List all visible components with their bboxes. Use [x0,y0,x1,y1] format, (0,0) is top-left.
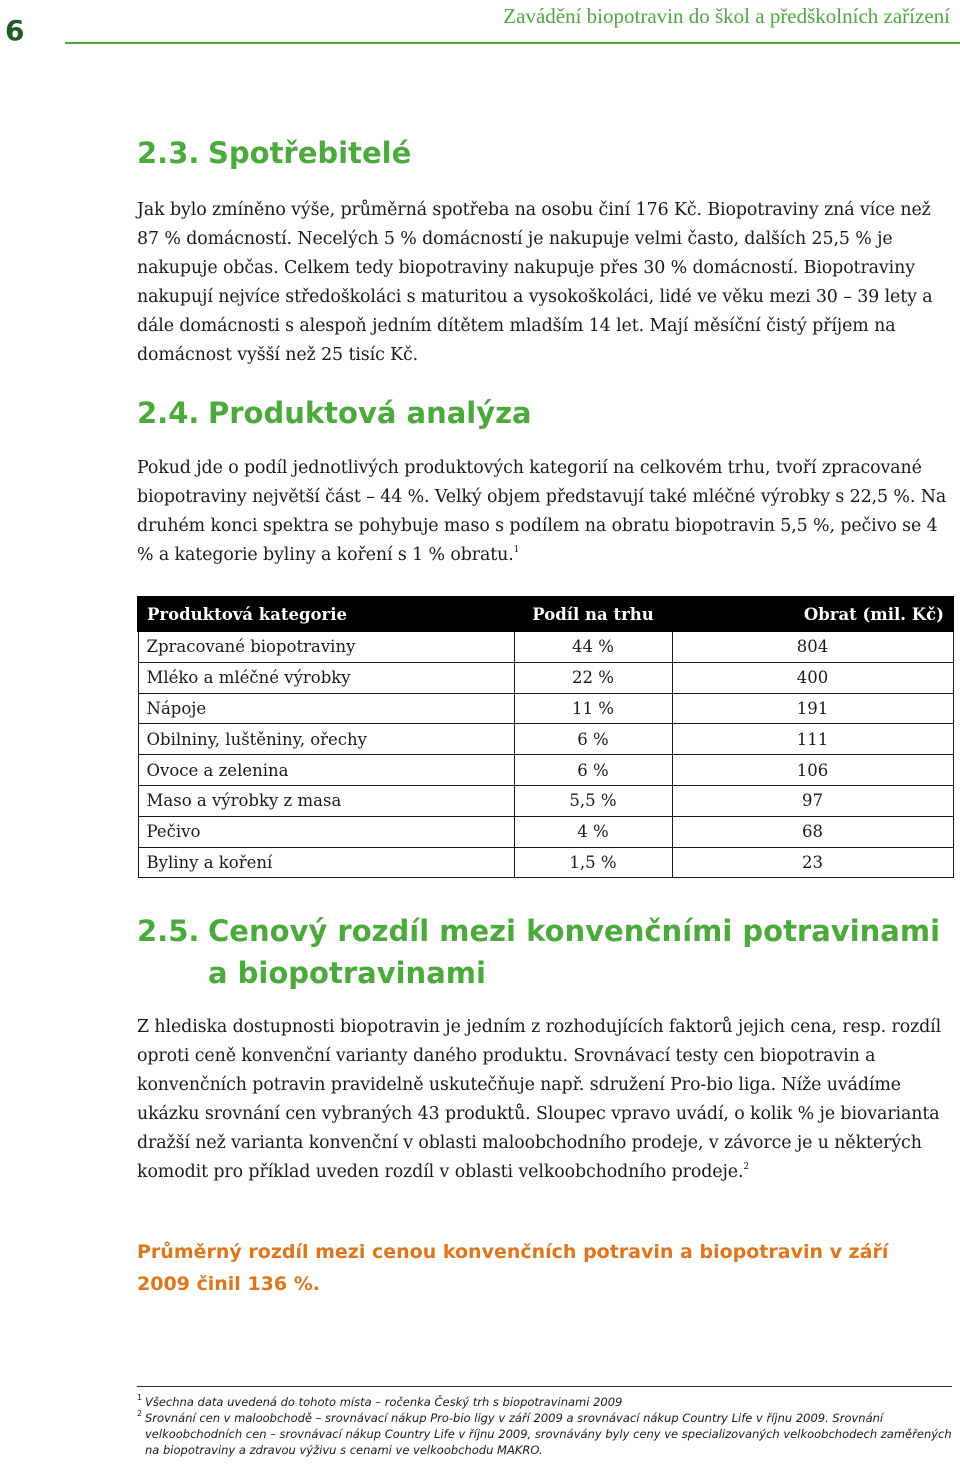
footnote-text: Srovnání cen v maloobchodě – srovnávací nákup Pro-bio ligy v září 2009 a srovnávací nákup Country Life v říjnu 2009. Srovnání velkoobchodních cen – srovnávací nákup Country Life v říjnu 2009, srovnávány byly ceny ve specializovaných velkoobchodech zaměřených na biopotraviny a zdravou výživu s cenami ve velkoobchodu MAKRO. [145,1411,952,1457]
table-cell: 23 [672,847,953,878]
table-cell: 11 % [514,693,672,724]
section-title: Produktová analýza [208,396,532,430]
table-row [138,693,953,724]
section-title-line1: Cenový rozdíl mezi konvenčními potravinami [208,914,941,948]
table-cell: Pečivo [138,816,514,847]
table-cell: 4 % [514,816,672,847]
table-cell: Obilniny, luštěniny, ořechy [138,724,514,755]
table-cell: 106 [672,755,953,786]
average-price-difference-highlight: Průměrný rozdíl mezi cenou konvenčních potravin a biopotravin v září 2009 činil 136 %. [137,1241,889,1295]
table-row [138,755,953,786]
section-title-line2: a biopotravinami [208,956,486,990]
table-cell: Mléko a mléčné výrobky [138,662,514,693]
table-cell: Zpracované biopotraviny [138,631,514,662]
table-cell: Nápoje [138,693,514,724]
section-number: 2.3. [137,136,200,170]
table-cell: 804 [672,631,953,662]
table-row [138,847,953,878]
section-heading-2-5 [137,910,940,994]
section-title: Spotřebitelé [208,136,412,170]
section-2-5-paragraph [137,1013,949,1187]
section-2-3-paragraph: Jak bylo zmíněno výše, průměrná spotřeba na osobu činí 176 Kč. Biopotraviny zná více než 87 % domácností. Necelých 5 % domácností je nakupuje velmi často, dalších 25,5 % je nakupuje občas. Celkem tedy biopotraviny nakupuje přes 30 % domácností. Biopotraviny nakupují nejvíce středoškoláci s maturitou a vysokoškoláci, lidé ve věku mezi 30 – 39 lety a dále domácnosti s alespoň jedním dítětem mladším 14 let. Mají měsíční čistý příjem na domácnost vyšší než 25 tisíc Kč. [137,200,933,365]
table-row [138,631,953,662]
footnote-text: Všechna data uvedená do tohoto místa – ročenka Český trh s biopotravinami 2009 [145,1395,623,1409]
table-cell: Ovoce a zelenina [138,755,514,786]
footnotes [137,1394,952,1458]
footnote-2 [137,1410,952,1458]
table-row [138,785,953,816]
table-cell: 191 [672,693,953,724]
table-row [138,662,953,693]
footnote-ref: 1 [513,545,520,555]
column-header: Obrat (mil. Kč) [672,597,953,631]
table-cell: 44 % [514,631,672,662]
footnote-1 [137,1394,952,1410]
table-row [138,724,953,755]
table-cell: 97 [672,785,953,816]
table-cell: 22 % [514,662,672,693]
table-cell: Byliny a koření [138,847,514,878]
section-2-4-paragraph [137,454,949,570]
table-cell: 1,5 % [514,847,672,878]
table-cell: 6 % [514,724,672,755]
page-number: 6 [5,14,25,47]
footnote-mark: 2 [137,1409,143,1418]
footnote-mark: 1 [137,1393,143,1402]
running-title: Zavádění biopotravin do škol a předškolních zařízení [503,4,950,28]
section-number: 2.5. [137,914,200,948]
table-cell: 400 [672,662,953,693]
paragraph-text: Z hlediska dostupnosti biopotravin je jedním z rozhodujících faktorů jejich cena, resp. rozdíl oproti ceně konvenční varianty daného produktu. Srovnávací testy cen biopotravin a konvenčních potravin pravidelně uskutečňuje např. sdružení Pro-bio liga. Níže uvádíme ukázku srovnání cen vybraných 43 produktů. Sloupec vpravo uvádí, o kolik % je biovarianta dražší než varianta konvenční v oblasti maloobchodního prodeje, v závorce je u některých komodit pro příklad uveden rozdíl v oblasti velkoobchodního prodeje. [137,1017,942,1182]
section-heading-2-3 [137,132,411,174]
section-number: 2.4. [137,396,200,430]
table-cell: 111 [672,724,953,755]
footnote-rule [137,1386,952,1387]
table-header-row [138,597,953,631]
table-cell: 68 [672,816,953,847]
table-cell: Maso a výrobky z masa [138,785,514,816]
table-cell: 5,5 % [514,785,672,816]
column-header: Produktová kategorie [138,597,514,631]
section-heading-2-4 [137,392,532,434]
product-category-table [137,596,954,878]
header-rule [65,42,960,44]
paragraph-text: Pokud jde o podíl jednotlivých produktových kategorií na celkovém trhu, tvoří zpracované biopotraviny největší část – 44 %. Velký objem představují také mléčné výrobky s 22,5 %. Na druhém konci spektra se pohybuje maso s podílem na obratu biopotravin 5,5 %, pečivo se 4 % a kategorie byliny a koření s 1 % obratu. [137,458,947,565]
column-header: Podíl na trhu [514,597,672,631]
footnote-ref: 2 [743,1162,750,1172]
table-row [138,816,953,847]
table-cell: 6 % [514,755,672,786]
